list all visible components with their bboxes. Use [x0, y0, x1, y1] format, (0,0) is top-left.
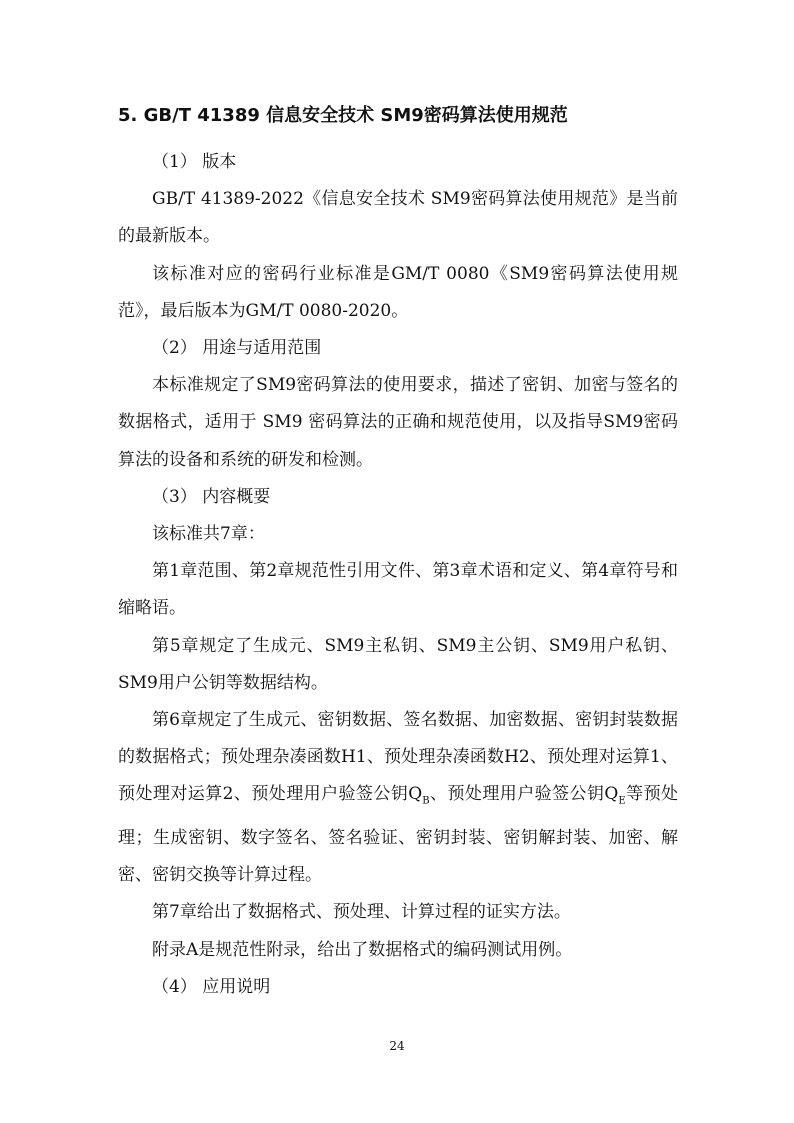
paragraph-chapter-7: 第7章给出了数据格式、预处理、计算过程的证实方法。	[152, 902, 571, 923]
paragraph-version-current: GB/T 41389-2022《信息安全技术 SM9密码算法使用规范》是当前的最新版本。	[118, 189, 678, 247]
paragraph-chapter-count: 该标准共7章：	[152, 524, 265, 545]
subscript-e: E	[618, 795, 626, 807]
paragraph-chapters-1-4: 第1章范围、第2章规范性引用文件、第3章术语和定义、第4章符号和缩略语。	[118, 561, 678, 619]
subheading-content: （3） 内容概要	[152, 486, 271, 507]
paragraph-appendix-a: 附录A是规范性附录，给出了数据格式的编码测试用例。	[152, 939, 573, 960]
paragraph-chapter-6	[118, 702, 678, 894]
subheading-scope: （2） 用途与适用范围	[152, 338, 322, 359]
subscript-b: B	[422, 795, 430, 807]
chapter-6-text-middle: 、预处理用户验签公钥Q	[429, 784, 619, 805]
page-number: 24	[389, 1039, 405, 1053]
chapter-6-text-after: 等预处理；生成密钥、数字签名、签名验证、密钥封装、密钥解封装、加密、解密、密钥交换等计算过程。	[118, 784, 679, 886]
section-heading: 5. GB/T 41389 信息安全技术 SM9密码算法使用规范	[118, 105, 568, 126]
paragraph-version-industry: 该标准对应的密码行业标准是GM/T 0080《SM9密码算法使用规范》，最后版本为GM/T 0080-2020。	[118, 263, 678, 321]
subheading-version: （1） 版本	[152, 152, 237, 172]
chapter-6-text-before: 第6章规定了生成元、密钥数据、签名数据、加密数据、密钥封装数据的数据格式；预处理杂凑函数H1、预处理杂凑函数H2、预处理对运算1、预处理对运算2、预处理用户验签公钥Q	[118, 710, 678, 805]
body-text	[118, 144, 678, 1006]
subheading-application: （4） 应用说明	[152, 976, 271, 997]
paragraph-scope: 本标准规定了SM9密码算法的使用要求，描述了密钥、加密与签名的数据格式，适用于 SM9 密码算法的正确和规范使用，以及指导SM9密码算法的设备和系统的研发和检测。	[118, 375, 678, 470]
paragraph-chapter-5: 第5章规定了生成元、SM9主私钥、SM9主公钥、SM9用户私钥、SM9用户公钥等数据结构。	[118, 635, 678, 693]
